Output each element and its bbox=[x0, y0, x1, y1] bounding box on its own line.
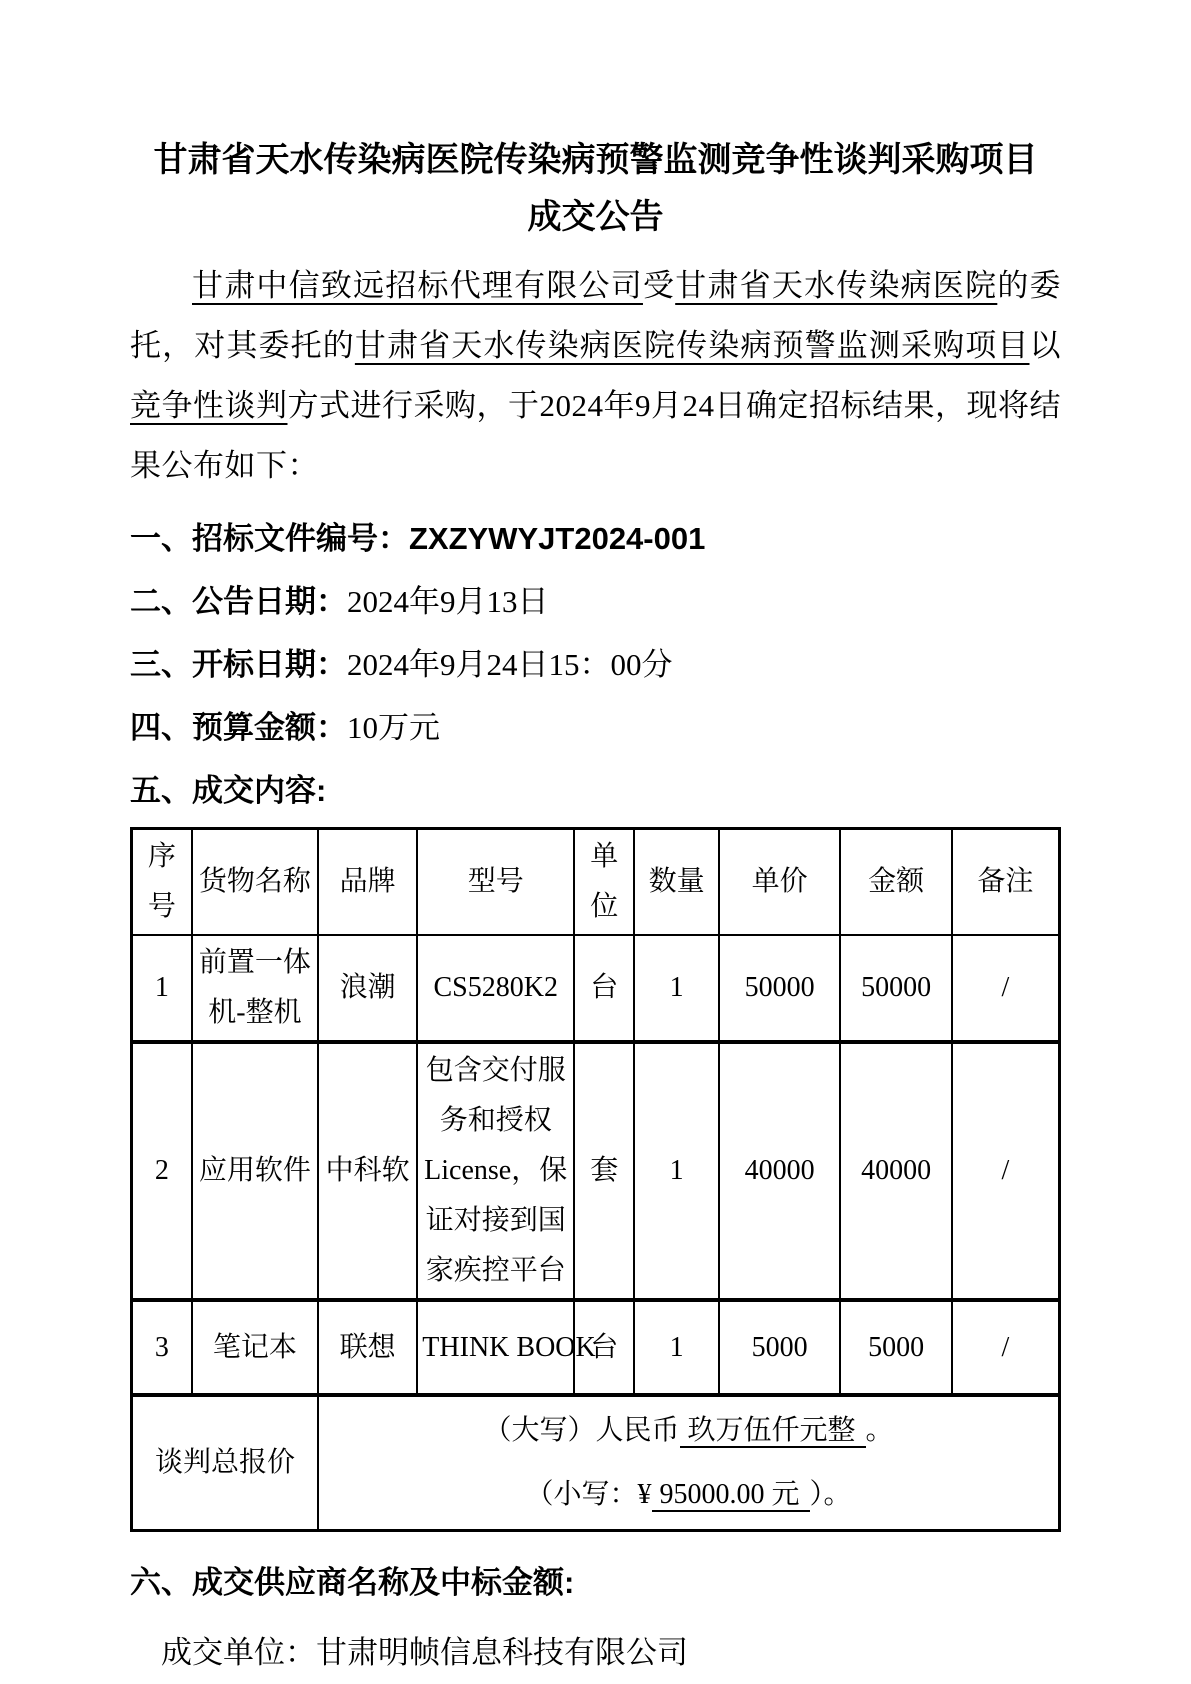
cell-unit-price: 5000 bbox=[719, 1300, 841, 1395]
total-words-amount: 玖万伍仟元整 bbox=[680, 1415, 866, 1448]
total-label: 谈判总报价 bbox=[132, 1395, 319, 1531]
cell-unit: 台 bbox=[574, 935, 634, 1042]
cell-remarks: / bbox=[952, 1042, 1060, 1300]
header-amount: 金额 bbox=[840, 829, 951, 936]
award-content-table bbox=[130, 827, 1061, 1532]
item-bid-doc-number bbox=[130, 518, 1061, 559]
total-figures-amount: 95000.00 元 bbox=[652, 1479, 810, 1512]
intro-hospital-name: 甘肃省天水传染病医院 bbox=[675, 268, 998, 303]
item-label: 五、成交内容: bbox=[130, 773, 327, 808]
intro-text: 以 bbox=[1029, 328, 1061, 363]
cell-model: 包含交付服务和授权License，保证对接到国家疾控平台 bbox=[417, 1042, 574, 1300]
header-quantity: 数量 bbox=[634, 829, 718, 936]
intro-text: 的委托，对其委托的 bbox=[130, 268, 1062, 363]
cell-amount: 50000 bbox=[840, 935, 951, 1042]
cell-serial: 1 bbox=[132, 935, 192, 1042]
header-serial-number: 序号 bbox=[132, 829, 192, 936]
header-model: 型号 bbox=[417, 829, 574, 936]
item-value: ZXZYWYJT2024-001 bbox=[409, 521, 706, 556]
cell-model: THINK BOOK bbox=[417, 1300, 574, 1395]
awarded-supplier-line bbox=[130, 1632, 1061, 1674]
cell-brand: 浪潮 bbox=[318, 935, 417, 1042]
item-bid-opening-date bbox=[130, 644, 1061, 685]
header-unit-price: 单价 bbox=[719, 829, 841, 936]
cell-quantity: 1 bbox=[634, 935, 718, 1042]
item-label: 四、预算金额： bbox=[130, 710, 347, 745]
item-value: 2024年9月24日15：00分 bbox=[347, 647, 673, 682]
item-label: 二、公告日期： bbox=[130, 584, 347, 619]
cell-goods-name: 前置一体机-整机 bbox=[192, 935, 318, 1042]
supplier-label: 成交单位： bbox=[161, 1635, 316, 1670]
cell-remarks: / bbox=[952, 935, 1060, 1042]
total-price-words-line bbox=[323, 1399, 1054, 1463]
title-line-1: 甘肃省天水传染病医院传染病预警监测竞争性谈判采购项目 bbox=[153, 141, 1038, 179]
table-row bbox=[132, 1042, 1060, 1300]
total-figures-prefix: （小写：¥ bbox=[525, 1479, 652, 1510]
table-row bbox=[132, 1300, 1060, 1395]
table-header-row bbox=[132, 829, 1060, 936]
cell-brand: 中科软 bbox=[318, 1042, 417, 1300]
page-title bbox=[130, 132, 1061, 246]
cell-unit: 台 bbox=[574, 1300, 634, 1395]
header-remarks: 备注 bbox=[952, 829, 1060, 936]
cell-goods-name: 应用软件 bbox=[192, 1042, 318, 1300]
item-label: 一、招标文件编号： bbox=[130, 521, 409, 556]
intro-method-name: 竞争性谈判 bbox=[130, 388, 288, 423]
intro-text: 受 bbox=[642, 268, 676, 303]
item-announcement-date bbox=[130, 581, 1061, 622]
cell-amount: 5000 bbox=[840, 1300, 951, 1395]
cell-unit: 套 bbox=[574, 1042, 634, 1300]
total-figures-suffix: ）。 bbox=[809, 1479, 852, 1510]
cell-serial: 2 bbox=[132, 1042, 192, 1300]
header-brand: 品牌 bbox=[318, 829, 417, 936]
cell-brand: 联想 bbox=[318, 1300, 417, 1395]
total-words-suffix: 。 bbox=[865, 1415, 894, 1446]
item-award-content-heading bbox=[130, 770, 1061, 811]
intro-text: 方式进行采购，于2024年9月24日确定招标结果，现将结果公布如下： bbox=[130, 388, 1061, 483]
item-budget-amount bbox=[130, 707, 1061, 748]
table-total-row bbox=[132, 1395, 1060, 1531]
section-six-heading: 六、成交供应商名称及中标金额: bbox=[130, 1565, 575, 1600]
item-label: 三、开标日期： bbox=[130, 647, 347, 682]
cell-model: CS5280K2 bbox=[417, 935, 574, 1042]
cell-quantity: 1 bbox=[634, 1042, 718, 1300]
total-price-figures-line bbox=[323, 1463, 1054, 1527]
cell-amount: 40000 bbox=[840, 1042, 951, 1300]
cell-unit-price: 40000 bbox=[719, 1042, 841, 1300]
cell-remarks: / bbox=[952, 1300, 1060, 1395]
header-goods-name: 货物名称 bbox=[192, 829, 318, 936]
header-unit: 单位 bbox=[574, 829, 634, 936]
cell-quantity: 1 bbox=[634, 1300, 718, 1395]
intro-agency-name: 甘肃中信致远招标代理有限公司 bbox=[192, 268, 643, 303]
table-row bbox=[132, 935, 1060, 1042]
cell-goods-name: 笔记本 bbox=[192, 1300, 318, 1395]
item-value: 10万元 bbox=[347, 710, 440, 745]
intro-project-name: 甘肃省天水传染病医院传染病预警监测采购项目 bbox=[354, 328, 1030, 363]
total-words-prefix: （大写）人民币 bbox=[483, 1415, 680, 1446]
cell-unit-price: 50000 bbox=[719, 935, 841, 1042]
cell-serial: 3 bbox=[132, 1300, 192, 1395]
total-price-cell bbox=[318, 1395, 1059, 1531]
item-value: 2024年9月13日 bbox=[347, 584, 549, 619]
supplier-name: 甘肃明帧信息科技有限公司 bbox=[316, 1635, 688, 1670]
title-line-2: 成交公告 bbox=[527, 198, 664, 236]
intro-paragraph bbox=[130, 256, 1061, 496]
